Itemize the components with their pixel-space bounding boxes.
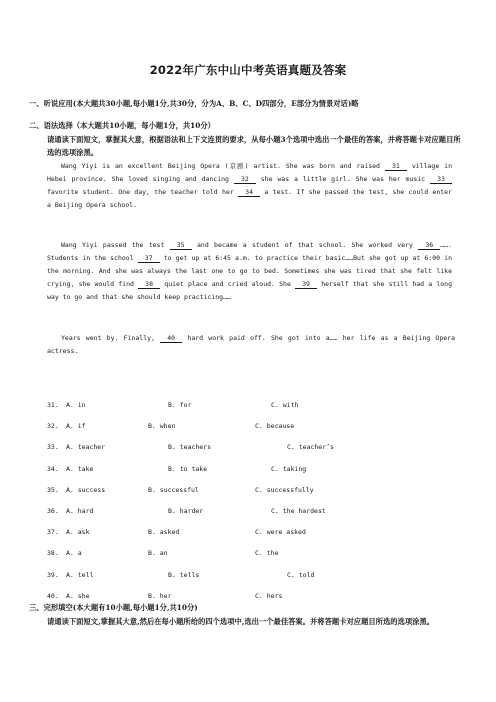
option-a: A. teacher — [66, 443, 106, 452]
question-number: 37. — [47, 528, 59, 537]
option-c: C. with — [271, 401, 299, 409]
option-c: C. teacher’s — [287, 443, 334, 452]
option-a: A. tell — [66, 570, 94, 579]
question-number: 39. — [47, 570, 59, 579]
blank-40: 40 — [160, 334, 182, 343]
question-number: 33. — [47, 443, 59, 452]
section-3-instruction: 请通读下面短文,掌握其大意,然后在每小题所给的四个选项中,选出一个最佳答案。并将答题卡对应题目所选的选项涂黑。 — [47, 617, 435, 626]
option-a: A. success — [66, 485, 106, 494]
option-b: B. an — [148, 549, 168, 558]
option-c: C. taking — [271, 464, 307, 473]
passage-paragraph-1: Wang Yiyi is an excellent Beijing Opera (京剧) artist. She was born and raised 31 village in Hebei province. She loved singing and dancing 32 she was a little girl. She was her music 33 favorite student. One day, the teacher told her 34 a test. If she passed the test, she could enter a Beijing Opera school. — [47, 162, 453, 209]
option-c: C. the — [255, 549, 279, 558]
question-number: 36. — [47, 507, 59, 515]
option-c: C. the hardest — [271, 507, 326, 515]
document-title: 2022年广东中山中考英语真题及答案 — [149, 63, 347, 77]
section-2-instruction: 请通读下面短文，掌握其大意，根据语法和上下文连贯的要求，从每小题3个选项中选出一个最佳的答案，并将答题卡对应题目所选的选项涂黑。 — [47, 135, 461, 157]
option-c: C. because — [255, 422, 295, 431]
blank-35: 35 — [170, 241, 192, 250]
blank-39: 39 — [295, 280, 317, 289]
question-number: 32. — [47, 422, 59, 431]
passage-paragraph-2: Wang Yiyi passed the test 35 and became a student of that school. She worked very 36 ……. Students in the school 37 to get up at 6:45 a.m. to practice their basic……But she got up at 6:00 in the morning. And she was always the last one to go to bed. Sometimes she was tired that she felt like crying, she would find 38 quiet place and cried aloud. She 39 herself that she still had a long way to go and that she should keep practicing…… — [47, 241, 453, 301]
option-b: B. successful — [148, 485, 199, 494]
option-a: A. in — [66, 401, 86, 409]
blank-32: 32 — [234, 175, 256, 184]
question-number: 40. — [47, 591, 59, 600]
option-a: A. hard — [66, 507, 94, 515]
blank-38: 38 — [138, 280, 160, 289]
option-b: B. her — [148, 591, 172, 600]
blank-33: 33 — [430, 175, 452, 184]
option-b: B. harder — [168, 507, 204, 515]
blank-31: 31 — [385, 162, 407, 171]
option-a: A. she — [66, 591, 90, 600]
option-b: B. when — [148, 422, 176, 431]
blank-37: 37 — [138, 254, 160, 263]
option-a: A. take — [66, 464, 94, 473]
question-number: 34. — [47, 464, 59, 473]
passage-paragraph-3: Years went by. Finally, 40 hard work paid off. She got into a…… her life as a Beijing Opera actress. — [47, 334, 455, 355]
section-2-heading: 二、语法选择（本大题共10小题，每小题1分，共10分） — [29, 121, 215, 130]
option-b: B. teachers — [168, 443, 212, 452]
blank-36: 36 — [418, 241, 440, 250]
question-number: 38. — [47, 549, 59, 558]
option-c: C. were asked — [255, 528, 306, 537]
option-c: C. hers — [255, 591, 283, 600]
option-c: C. told — [287, 570, 315, 579]
option-b: B. tells — [168, 570, 200, 579]
option-a: A. if — [66, 422, 86, 431]
option-b: B. asked — [148, 528, 180, 537]
option-c: C. successfully — [255, 485, 314, 494]
option-a: A. ask — [66, 528, 90, 537]
blank-34: 34 — [238, 188, 260, 197]
option-a: A. a — [66, 549, 82, 558]
option-b: B. for — [168, 401, 192, 409]
section-1-heading: 一、听说应用(本大题共30小题,每小题1分,共30分，分为A、B、C、D四部分，E部分为情景对话)略 — [29, 99, 359, 108]
section-3-heading: 三、完形填空(本大题有10小题,每小题1分,共10分) — [29, 603, 198, 612]
option-b: B. to take — [168, 464, 208, 473]
question-number: 31. — [47, 401, 59, 409]
question-number: 35. — [47, 485, 59, 494]
